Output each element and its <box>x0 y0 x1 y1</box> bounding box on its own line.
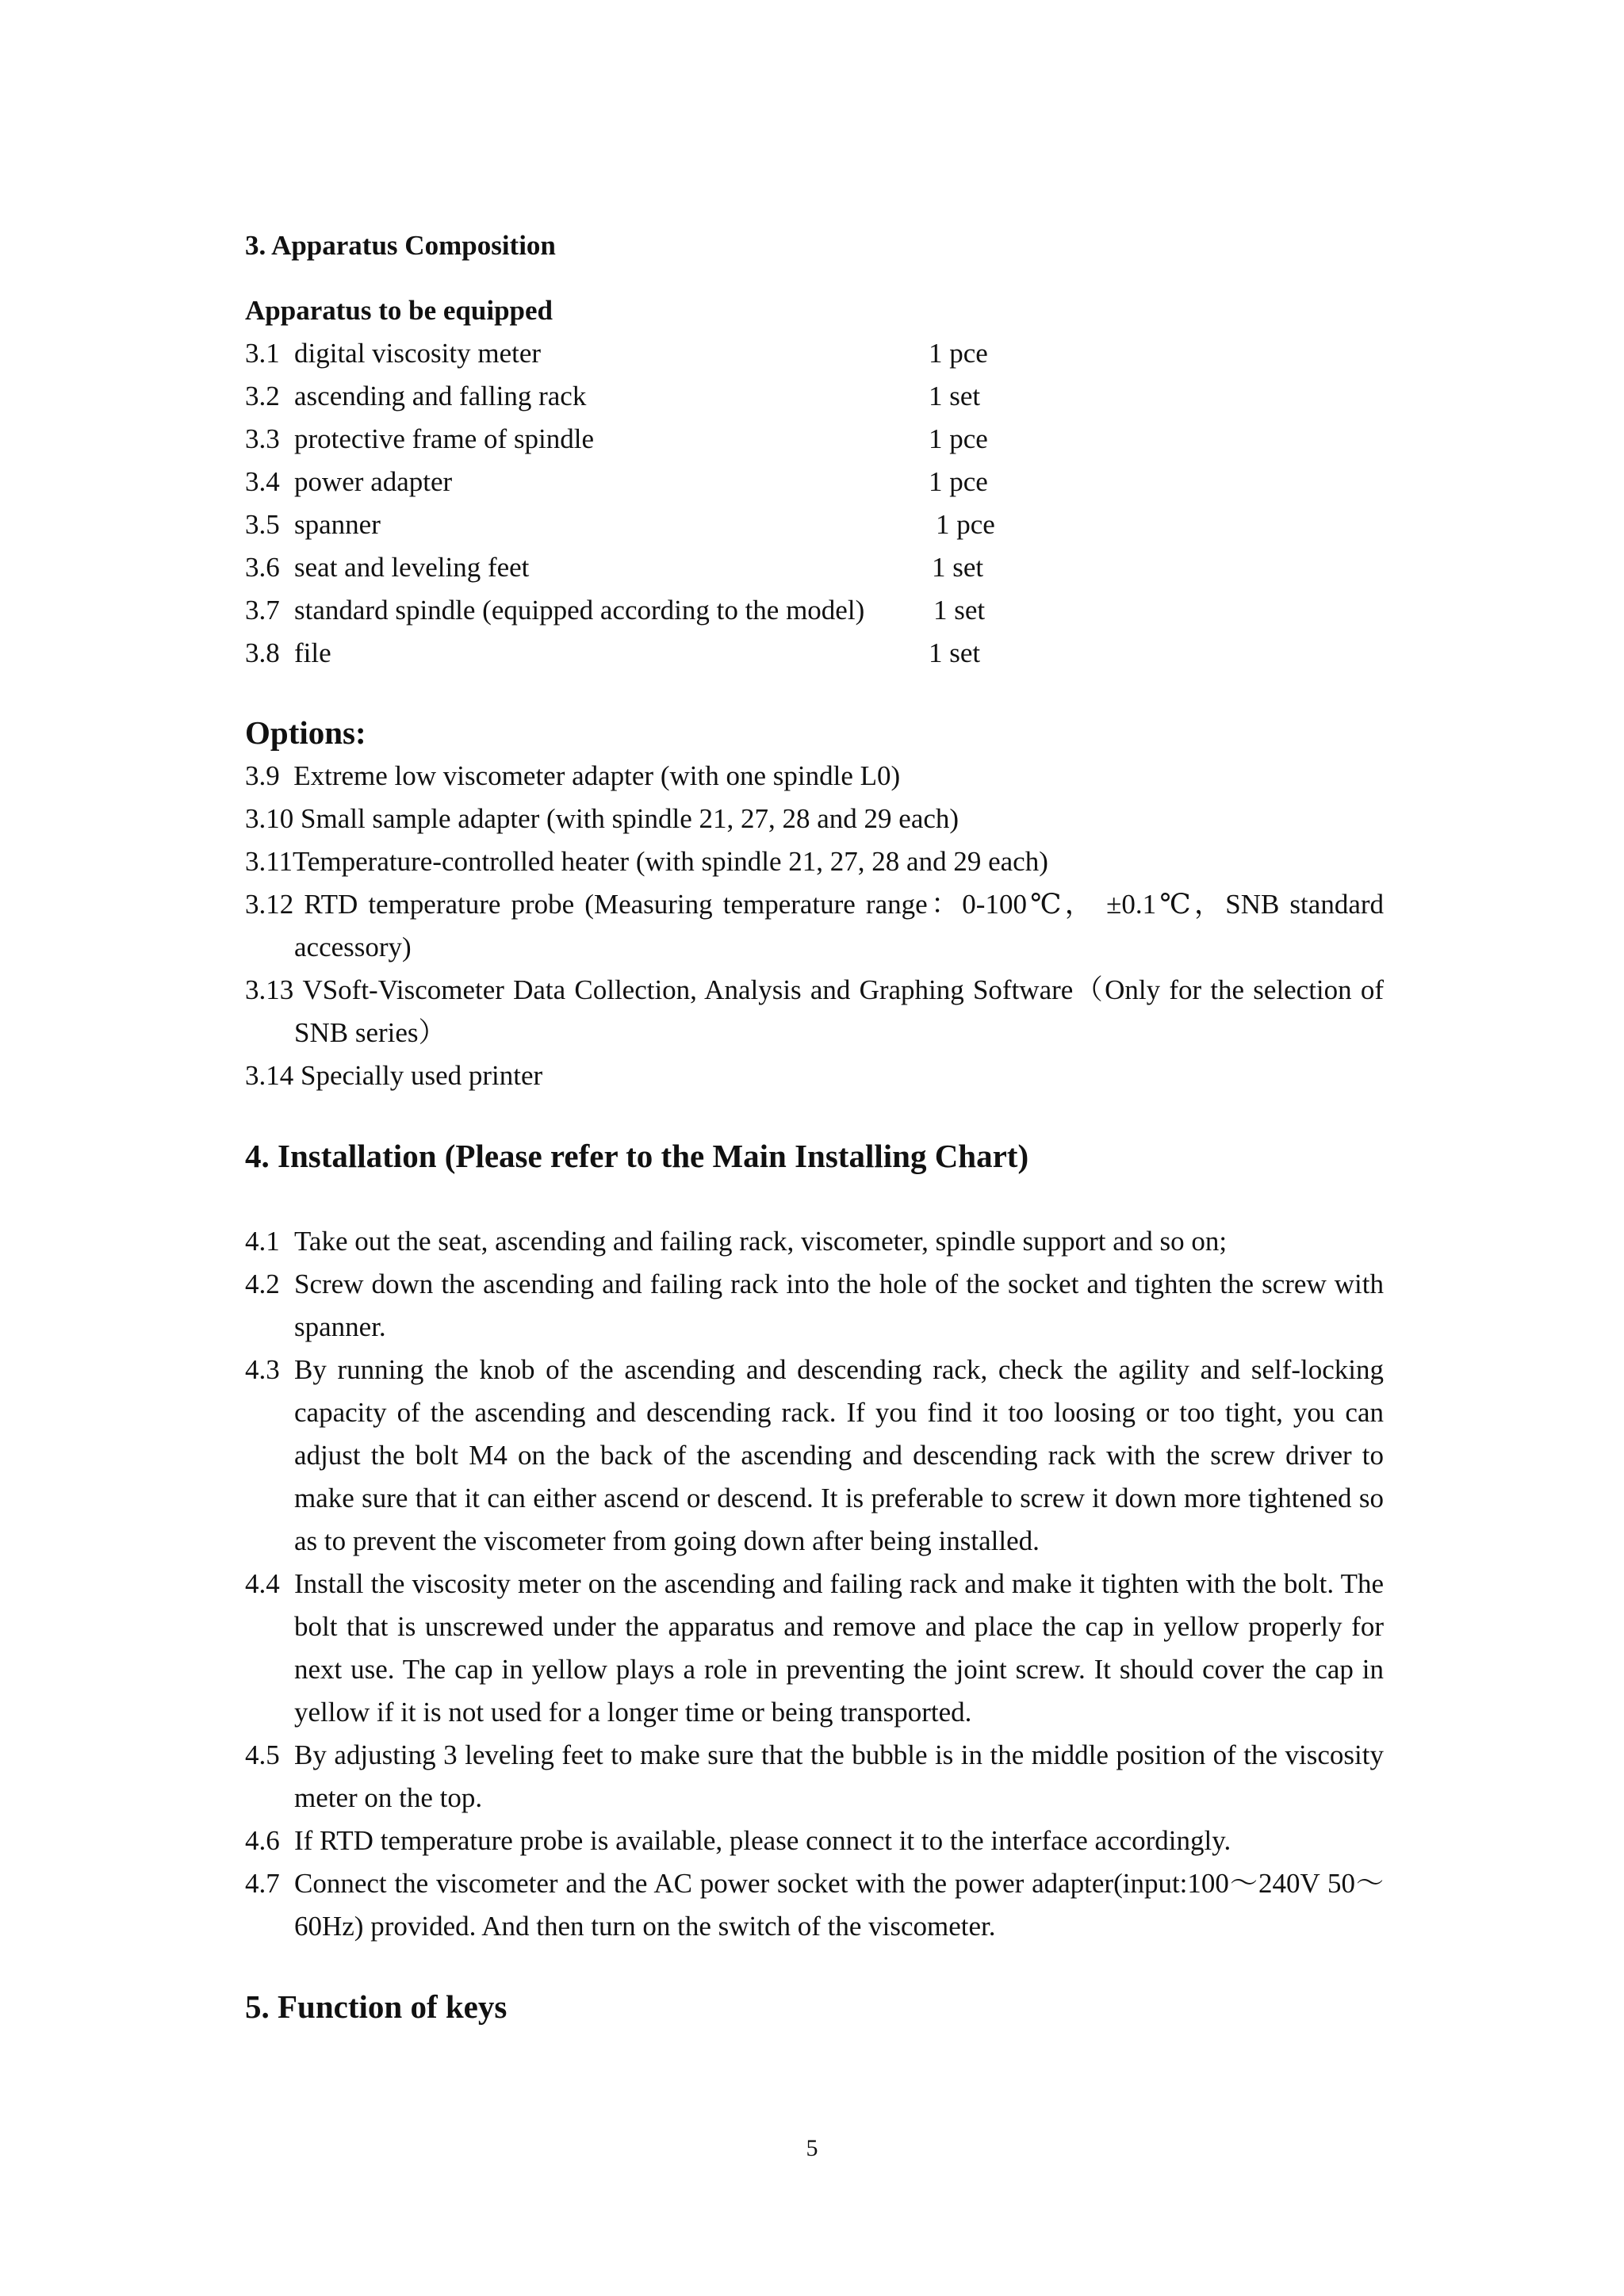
section-5-title: 5. Function of keys <box>245 1988 508 2025</box>
options-list <box>245 755 1384 1097</box>
item-number: 3.13 <box>245 974 294 1005</box>
item-label: spanner <box>294 509 381 540</box>
step-text: By adjusting 3 leveling feet to make sure that the bubble is in the middle position of the viscosity meter on the top. <box>294 1739 1384 1813</box>
item-number: 3.2 <box>245 381 280 411</box>
item-number: 3.8 <box>245 637 280 668</box>
step-text: Take out the seat, ascending and failing rack, viscometer, spindle support and so on; <box>294 1226 1228 1257</box>
item-number: 3.11 <box>245 846 293 877</box>
item-text: Specially used printer <box>301 1060 543 1091</box>
equipped-item <box>245 332 1384 375</box>
item-number: 3.9 <box>245 760 280 791</box>
installation-step <box>245 1563 1384 1734</box>
item-quantity: 1 set <box>933 595 986 626</box>
spacer <box>245 1178 1384 1220</box>
step-number: 4.1 <box>245 1226 280 1257</box>
step-number: 4.5 <box>245 1739 280 1770</box>
item-text: Temperature-controlled heater (with spindle 21, 27, 28 and 29 each) <box>292 846 1048 877</box>
step-text: Install the viscosity meter on the ascending and failing rack and make it tighten with the bolt. The bolt that is unscrewed under the apparatus and remove and place the cap in yellow properly for next use. The cap in yellow plays a role in preventing the joint screw. It should cover the cap in yellow if it is not used for a longer time or being transported. <box>294 1568 1384 1728</box>
step-number: 4.7 <box>245 1868 280 1899</box>
option-item <box>245 840 1384 883</box>
item-label: standard spindle (equipped according to the model) <box>294 595 865 626</box>
equipped-item <box>245 418 1384 461</box>
installation-step <box>245 1349 1384 1563</box>
item-number: 3.4 <box>245 466 280 497</box>
step-number: 4.4 <box>245 1568 280 1599</box>
item-number: 3.1 <box>245 338 280 369</box>
step-number: 4.6 <box>245 1825 280 1856</box>
section-3-title: 3. Apparatus Composition <box>245 230 556 261</box>
item-label: ascending and falling rack <box>294 381 587 411</box>
installation-list <box>245 1220 1384 1948</box>
section-4-title: 4. Installation (Please refer to the Main Installing Chart) <box>245 1138 1029 1174</box>
option-item <box>245 755 1384 798</box>
item-label: protective frame of spindle <box>294 423 595 454</box>
option-item <box>245 883 1384 969</box>
equipped-list <box>245 332 1384 675</box>
installation-step <box>245 1820 1384 1862</box>
step-text: If RTD temperature probe is available, please connect it to the interface accordingly. <box>294 1825 1231 1856</box>
equipped-item <box>245 589 1384 632</box>
installation-step <box>245 1220 1384 1263</box>
item-label: power adapter <box>294 466 453 497</box>
item-text: Extreme low viscometer adapter (with one spindle L0) <box>293 760 901 791</box>
item-label: seat and leveling feet <box>294 552 530 583</box>
item-quantity: 1 pce <box>936 509 995 540</box>
equipped-item <box>245 503 1384 546</box>
item-number: 3.12 <box>245 889 294 920</box>
item-quantity: 1 set <box>932 552 984 583</box>
item-number: 3.5 <box>245 509 280 540</box>
item-text: Small sample adapter (with spindle 21, 27, 28 and 29 each) <box>301 803 959 834</box>
equipped-subtitle: Apparatus to be equipped <box>245 295 553 326</box>
equipped-item <box>245 546 1384 589</box>
item-quantity: 1 pce <box>929 338 988 369</box>
installation-step <box>245 1734 1384 1820</box>
item-quantity: 1 pce <box>929 423 988 454</box>
item-quantity: 1 set <box>929 637 981 668</box>
item-quantity: 1 set <box>929 381 981 411</box>
installation-step <box>245 1862 1384 1948</box>
page-content <box>245 224 1384 2029</box>
page-number: 5 <box>806 2135 818 2161</box>
item-quantity: 1 pce <box>929 466 988 497</box>
item-number: 3.14 <box>245 1060 294 1091</box>
step-text: Connect the viscometer and the AC power socket with the power adapter(input:100～240V 50～60Hz) provided. And then turn on the switch of the viscometer. <box>294 1868 1384 1942</box>
step-text: By running the knob of the ascending and descending rack, check the agility and self-locking capacity of the ascending and descending rack. If you find it too loosing or too tight, you can adjust the bolt M4 on the back of the ascending and descending rack with the screw driver to make sure that it can either ascend or descend. It is preferable to screw it down more tightened so as to prevent the viscometer from going down after being installed. <box>294 1354 1384 1556</box>
item-label: file <box>294 637 331 668</box>
item-number: 3.7 <box>245 595 280 626</box>
option-item <box>245 1054 1384 1097</box>
item-number: 3.6 <box>245 552 280 583</box>
item-number: 3.3 <box>245 423 280 454</box>
item-number: 3.10 <box>245 803 294 834</box>
step-text: Screw down the ascending and failing rack into the hole of the socket and tighten the screw with spanner. <box>294 1269 1384 1342</box>
option-item <box>245 798 1384 840</box>
equipped-item <box>245 375 1384 418</box>
step-number: 4.3 <box>245 1354 280 1385</box>
item-text: RTD temperature probe (Measuring temperature range：0-100℃， ±0.1℃，SNB standard accessory) <box>294 889 1385 962</box>
option-item <box>245 969 1384 1054</box>
step-number: 4.2 <box>245 1269 280 1299</box>
options-title: Options: <box>245 714 366 751</box>
item-label: digital viscosity meter <box>294 338 542 369</box>
equipped-item <box>245 632 1384 675</box>
equipped-item <box>245 461 1384 503</box>
item-text: VSoft-Viscometer Data Collection, Analysis and Graphing Software（Only for the selection of SNB series） <box>294 974 1384 1048</box>
installation-step <box>245 1263 1384 1349</box>
